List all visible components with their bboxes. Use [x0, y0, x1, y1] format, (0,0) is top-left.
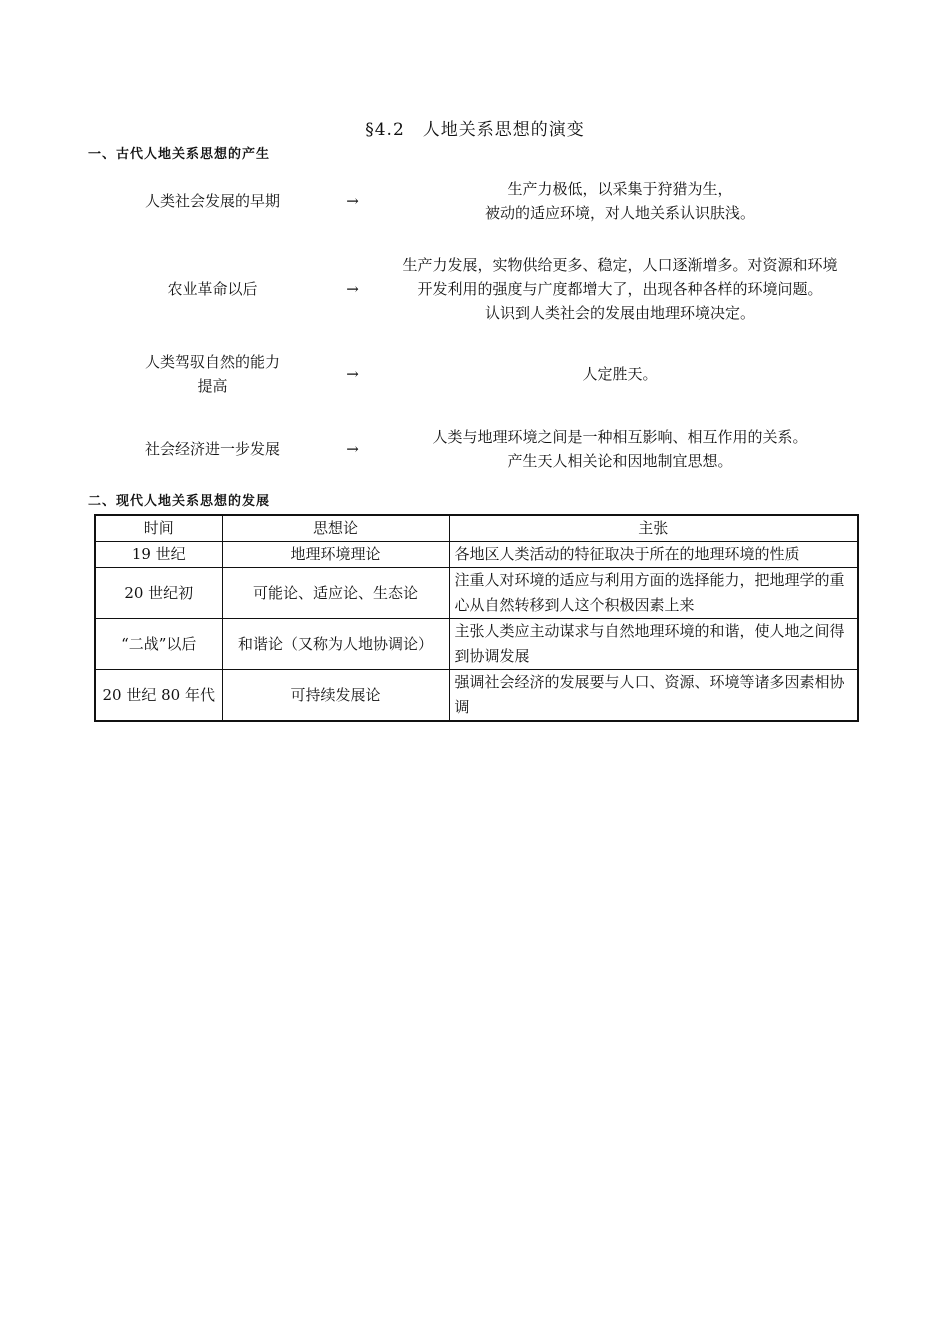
stage-description-line: 生产力极低，以采集于狩猎为生， — [507, 180, 733, 198]
stage-description-line: 生产力发展，实物供给更多、稳定，人口逐渐增多。对资源和环境 — [402, 256, 838, 274]
table-row — [95, 670, 858, 722]
cell-theory: 地理环境理论 — [222, 542, 449, 568]
cell-claim: 主张人类应主动谋求与自然地理环境的和谐，使人地之间得到协调发展 — [449, 619, 858, 670]
table-row — [95, 619, 858, 670]
stage-description — [380, 425, 860, 473]
cell-claim: 强调社会经济的发展要与人口、资源、环境等诸多因素相协调 — [449, 670, 858, 722]
arrow-icon: → — [346, 365, 359, 383]
table-row — [95, 542, 858, 568]
stage-row-mastery — [100, 350, 860, 398]
stage-description — [380, 253, 860, 325]
table-row — [95, 568, 858, 619]
section-heading-ancient: 一、古代人地关系思想的产生 — [88, 147, 271, 162]
stage-description — [380, 362, 860, 386]
stage-row-economic — [100, 425, 860, 473]
stage-row-early — [100, 177, 860, 225]
stage-description-line: 人定胜天。 — [582, 365, 658, 383]
stage-row-agricultural — [100, 253, 860, 325]
page-title: §4.2 人地关系思想的演变 — [365, 120, 585, 140]
column-header-claim: 主张 — [449, 515, 858, 542]
stage-description-line: 产生天人相关论和因地制宜思想。 — [507, 452, 733, 470]
cell-time: “二战”以后 — [95, 619, 222, 670]
cell-time: 20 世纪初 — [95, 568, 222, 619]
stage-description-line: 被动的适应环境，对人地关系认识肤浅。 — [484, 204, 755, 222]
thought-evolution-table — [94, 514, 859, 722]
cell-time: 19 世纪 — [95, 542, 222, 568]
stage-label — [100, 277, 325, 301]
cell-theory: 和谐论（又称为人地协调论） — [222, 619, 449, 670]
stage-description-line: 人类与地理环境之间是一种相互影响、相互作用的关系。 — [432, 428, 808, 446]
cell-time: 20 世纪 80 年代 — [95, 670, 222, 722]
stage-label-text: 提高 — [197, 377, 228, 395]
stage-description-line: 开发利用的强度与广度都增大了，出现各种各样的环境问题。 — [417, 280, 823, 298]
stage-label — [100, 350, 325, 398]
cell-claim: 各地区人类活动的特征取决于所在的地理环境的性质 — [449, 542, 858, 568]
stage-label — [100, 189, 325, 213]
arrow-icon: → — [346, 280, 359, 298]
cell-theory: 可持续发展论 — [222, 670, 449, 722]
stage-label-text: 人类社会发展的早期 — [144, 192, 280, 210]
stage-description — [380, 177, 860, 225]
cell-theory: 可能论、适应论、生态论 — [222, 568, 449, 619]
column-header-time: 时间 — [95, 515, 222, 542]
stage-label-text: 社会经济进一步发展 — [144, 440, 280, 458]
arrow-icon: → — [346, 440, 359, 458]
column-header-theory: 思想论 — [222, 515, 449, 542]
stage-label — [100, 437, 325, 461]
arrow-icon: → — [346, 192, 359, 210]
table-header-row — [95, 515, 858, 542]
stage-description-line: 认识到人类社会的发展由地理环境决定。 — [484, 304, 755, 322]
section-heading-modern: 二、现代人地关系思想的发展 — [88, 494, 271, 509]
stage-label-text: 人类驾驭自然的能力 — [144, 353, 280, 371]
stage-label-text: 农业革命以后 — [167, 280, 258, 298]
cell-claim: 注重人对环境的适应与利用方面的选择能力，把地理学的重心从自然转移到人这个积极因素上来 — [449, 568, 858, 619]
